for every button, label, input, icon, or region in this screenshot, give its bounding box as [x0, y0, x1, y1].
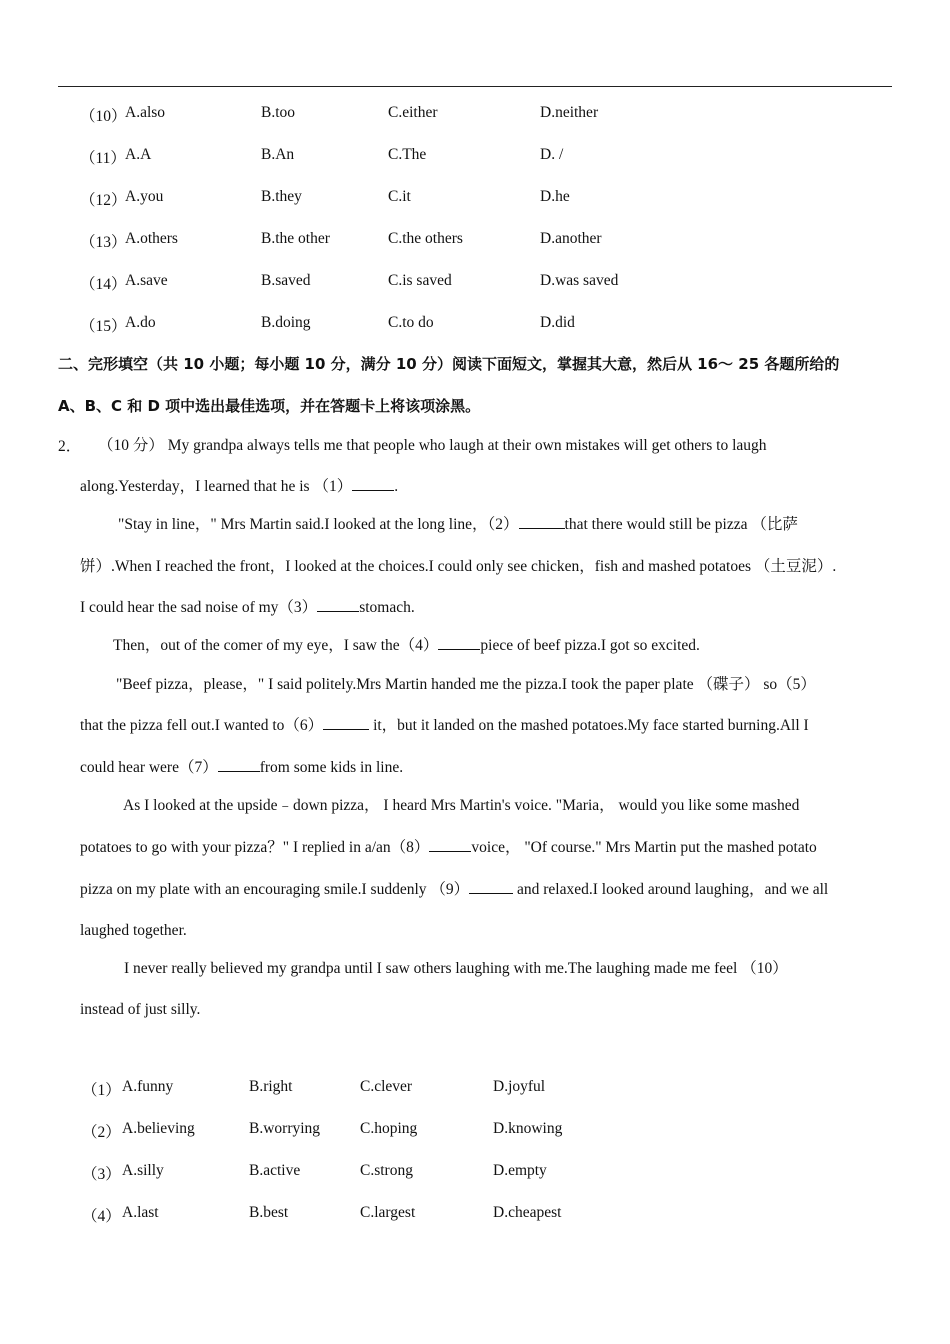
option-choice-c[interactable]: C.it	[388, 188, 411, 205]
passage-text: I never really believed my grandpa until I saw others laughing with me.The laughing made me feel （10）	[124, 960, 788, 977]
answer-blank	[323, 715, 369, 730]
option-number: （2）	[82, 1124, 121, 1141]
option-number: （4）	[82, 1208, 121, 1225]
option-choice-a[interactable]: A.others	[125, 230, 178, 247]
passage-text: As I looked at the upside﹣down pizza， I heard Mrs Martin's voice. "Maria， would you like some mashed	[123, 797, 800, 814]
passage-text: could hear were（7）	[80, 759, 218, 776]
option-choice-d[interactable]: D.another	[540, 230, 602, 247]
passage-text: that there would still be pizza （比萨	[564, 516, 798, 533]
passage-text: it，but it landed on the mashed potatoes.My face started burning.All I	[373, 717, 809, 734]
option-number: （1）	[82, 1082, 121, 1099]
option-choice-c[interactable]: C.either	[388, 104, 438, 121]
option-choice-c[interactable]: C.hoping	[360, 1120, 418, 1137]
option-choice-b[interactable]: B.doing	[261, 314, 311, 331]
answer-blank	[469, 879, 513, 894]
passage-text: that the pizza fell out.I wanted to（6）	[80, 717, 324, 734]
passage-para2-line2	[80, 546, 892, 587]
option-choice-c[interactable]: C.clever	[360, 1078, 413, 1095]
option-choice-a[interactable]: A.believing	[122, 1120, 195, 1137]
header-rule	[58, 86, 892, 87]
answer-blank	[218, 757, 260, 772]
option-choice-c[interactable]: C.strong	[360, 1162, 413, 1179]
passage-text: Then，out of the comer of my eye，I saw the（4）	[113, 637, 439, 654]
passage-text: （10 分） My grandpa always tells me that people who laugh at their own mistakes will get others to laugh	[98, 437, 767, 454]
answer-blank	[519, 514, 565, 529]
option-choice-d[interactable]: D.neither	[540, 104, 599, 121]
passage-text: stomach.	[359, 599, 415, 616]
passage-text: "Stay in line，" Mrs Martin said.I looked at the long line，（2）	[118, 516, 519, 533]
option-choice-a[interactable]: A.you	[125, 188, 164, 205]
passage-text: potatoes to go with your pizza？" I replied in a/an（8）	[80, 839, 430, 856]
option-number: （14）	[80, 276, 127, 293]
option-choice-a[interactable]: A.save	[125, 272, 168, 289]
answer-blank	[317, 597, 359, 612]
passage-text: along.Yesterday，I learned that he is （1）	[80, 478, 353, 495]
option-choice-b[interactable]: B.they	[261, 188, 302, 205]
passage-para5-line3	[80, 869, 892, 910]
option-choice-b[interactable]: B.active	[249, 1162, 301, 1179]
option-choice-c[interactable]: C.The	[388, 146, 427, 163]
passage-para4-line1	[80, 664, 892, 705]
option-choice-d[interactable]: D.cheapest	[493, 1204, 562, 1221]
option-choice-b[interactable]: B.right	[249, 1078, 293, 1095]
option-number: （3）	[82, 1166, 121, 1183]
option-choice-b[interactable]: B.too	[261, 104, 296, 121]
passage-text: laughed together.	[80, 922, 187, 939]
passage-para1-line1	[98, 425, 892, 466]
option-choice-d[interactable]: D.did	[540, 314, 575, 331]
option-choice-b[interactable]: B.An	[261, 146, 295, 163]
option-number: （15）	[80, 318, 127, 335]
passage-para5-line4	[80, 910, 892, 951]
option-choice-c[interactable]: C.is saved	[388, 272, 452, 289]
option-choice-d[interactable]: D. /	[540, 146, 564, 163]
option-choice-d[interactable]: D.joyful	[493, 1078, 546, 1095]
option-choice-d[interactable]: D.knowing	[493, 1120, 563, 1137]
option-choice-c[interactable]: C.largest	[360, 1204, 416, 1221]
passage-para6-line1	[80, 948, 892, 989]
option-choice-c[interactable]: C.the others	[388, 230, 463, 247]
passage-text: voice， "Of course." Mrs Martin put the mashed potato	[471, 839, 817, 856]
passage-para6-line2	[80, 989, 892, 1030]
section-heading-line2: A、B、C 和 D 项中选出最佳选项，并在答题卡上将该项涂黑。	[58, 397, 481, 415]
passage-para5-line2	[80, 827, 892, 868]
passage-para2-line1	[80, 504, 892, 545]
option-choice-a[interactable]: A.last	[122, 1204, 159, 1221]
option-choice-a[interactable]: A.funny	[122, 1078, 174, 1095]
option-choice-b[interactable]: B.the other	[261, 230, 330, 247]
answer-blank	[438, 635, 480, 650]
passage-text: and relaxed.I looked around laughing，and we all	[513, 881, 829, 898]
option-number: （11）	[80, 150, 126, 167]
passage-para4-line3	[80, 747, 892, 788]
passage-text: "Beef pizza，please，" I said politely.Mrs Martin handed me the pizza.I took the paper plate （碟子） so（5）	[116, 676, 816, 693]
passage-text: from some kids in line.	[259, 759, 404, 776]
passage-para5-line1	[80, 785, 892, 826]
question-number: 2．	[58, 438, 82, 455]
option-choice-c[interactable]: C.to do	[388, 314, 434, 331]
option-choice-d[interactable]: D.was saved	[540, 272, 619, 289]
section-heading-line1: 二、完形填空（共 10 小题；每小题 10 分，满分 10 分）阅读下面短文，掌握其大意，然后从 16～ 25 各题所给的	[58, 355, 840, 373]
passage-text: 饼）.When I reached the front，I looked at the choices.I could only see chicken，fish and mashed potatoes （土豆泥）.	[80, 558, 837, 575]
passage-para1-line2	[80, 466, 892, 507]
answer-blank	[429, 837, 471, 852]
option-choice-b[interactable]: B.best	[249, 1204, 289, 1221]
passage-text: .	[394, 478, 399, 495]
passage-text: pizza on my plate with an encouraging smile.I suddenly （9）	[80, 881, 470, 898]
passage-text: instead of just silly.	[80, 1001, 201, 1018]
option-choice-d[interactable]: D.he	[540, 188, 570, 205]
option-number: （10）	[80, 108, 127, 125]
passage-text: I could hear the sad noise of my（3）	[80, 599, 318, 616]
option-choice-a[interactable]: A.do	[125, 314, 156, 331]
option-choice-a[interactable]: A.silly	[122, 1162, 164, 1179]
option-choice-a[interactable]: A.A	[125, 146, 152, 163]
passage-para4-line2	[80, 705, 892, 746]
option-choice-b[interactable]: B.saved	[261, 272, 311, 289]
option-number: （13）	[80, 234, 127, 251]
option-choice-a[interactable]: A.also	[125, 104, 166, 121]
passage-para3-line1	[80, 625, 892, 666]
option-choice-d[interactable]: D.empty	[493, 1162, 547, 1179]
option-number: （12）	[80, 192, 127, 209]
passage-para2-line3	[80, 587, 892, 628]
passage-text: piece of beef pizza.I got so excited.	[480, 637, 700, 654]
answer-blank	[352, 476, 394, 491]
section-heading	[58, 343, 892, 427]
option-choice-b[interactable]: B.worrying	[249, 1120, 321, 1137]
